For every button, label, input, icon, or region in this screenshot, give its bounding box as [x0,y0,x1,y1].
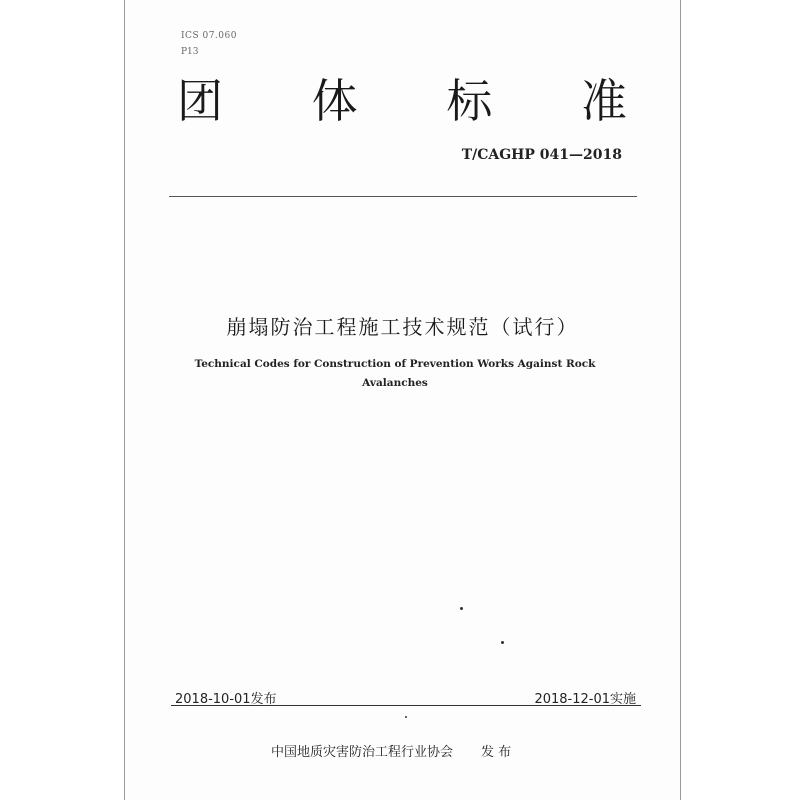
print-speck [460,607,463,610]
publish-action: 发 布 [481,745,512,760]
header-divider [169,196,637,197]
print-speck [405,716,407,718]
category-code: P13 [181,47,199,57]
print-speck [501,641,504,644]
publisher-line [271,741,511,760]
standard-type-heading [177,74,627,128]
standard-type-char: 准 [580,74,627,128]
publisher-name: 中国地质灾害防治工程行业协会 [271,745,454,760]
issue-date: 2018-10-01发布 [175,692,277,707]
title-english: Technical Codes for Construction of Prevention Works Against Rock Avalanches [194,358,596,389]
ics-code: ICS 07.060 [181,31,237,41]
standard-type-char: 体 [311,74,358,128]
standard-code: T/CAGHP 041—2018 [461,147,622,163]
footer-divider [171,705,641,706]
implementation-date: 2018-12-01实施 [534,692,636,707]
standard-type-char: 团 [177,74,223,128]
standard-type-char: 标 [446,74,493,128]
standard-cover-page [124,0,681,800]
title-chinese: 崩塌防治工程施工技术规范（试行） [226,315,579,339]
